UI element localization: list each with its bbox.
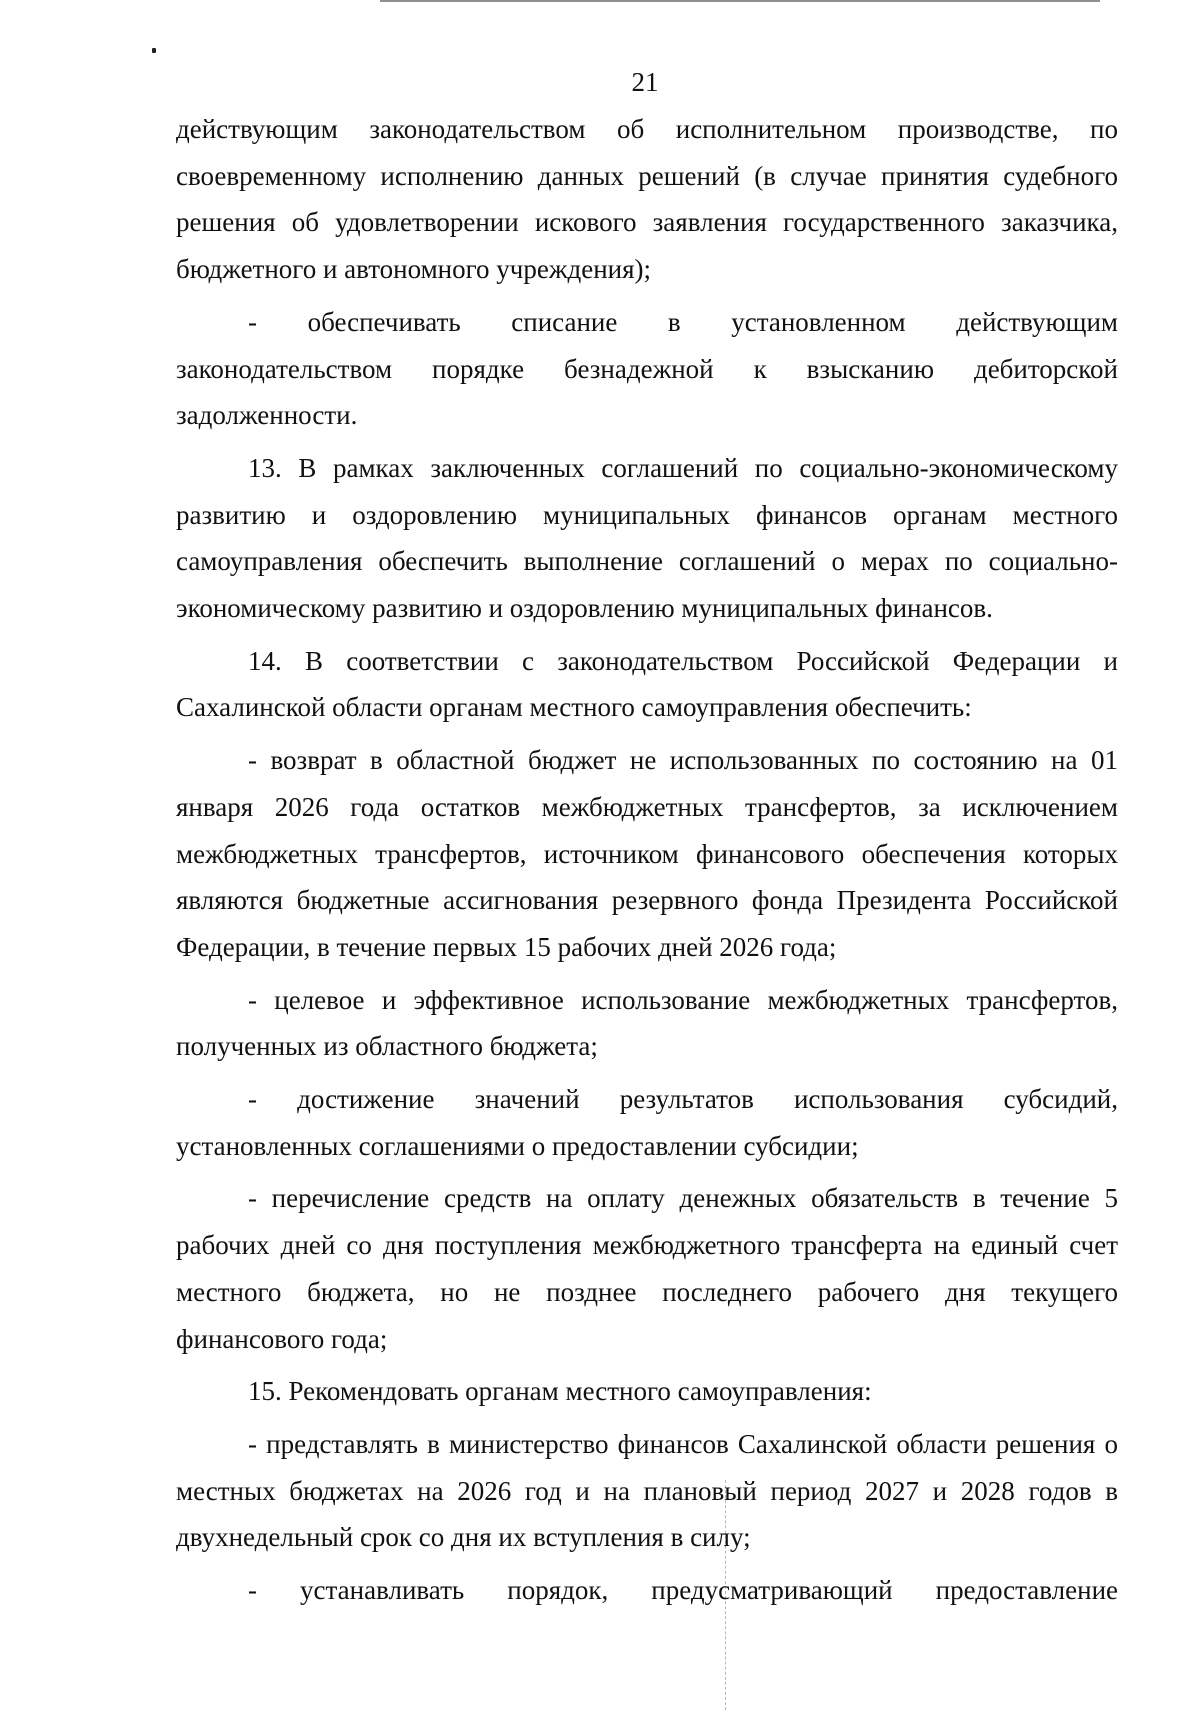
paragraph-13: 13. В рамках заключенных соглашений по социально-экономическому развитию и оздоровлению муниципальных финансов органам местного самоуправления обеспечить выполнение соглашений о мерах по социально-экономическому развитию и оздоровлению муниципальных финансов. bbox=[176, 452, 1118, 624]
scan-speck bbox=[152, 48, 156, 53]
paragraph-15: 15. Рекомендовать органам местного самоуправления: bbox=[248, 1376, 872, 1407]
paragraph-14-target-use: - целевое и эффективное использование межбюджетных трансфертов, полученных из областного бюджета; bbox=[176, 984, 1118, 1062]
paragraph-14-results: - достижение значений результатов использования субсидий, установленных соглашениями о предоставлении субсидии; bbox=[176, 1084, 1118, 1161]
paragraph-write-off: - обеспечивать списание в установленном действующим законодательством порядке безнадежной к взысканию дебиторской задолженности. bbox=[176, 306, 1118, 431]
paragraph-14-transfer: - перечисление средств на оплату денежных обязательств в течение 5 рабочих дней со дня поступления межбюджетного трансферта на единый счет местного бюджета, но не позднее последнего рабочего дня текущего финансового года; bbox=[176, 1183, 1118, 1354]
page-number: 21 bbox=[631, 67, 659, 97]
paragraph-15-procedure: - устанавливать порядок, предусматривающий предоставление bbox=[248, 1575, 1118, 1606]
document-body bbox=[176, 106, 1118, 1614]
paragraph-14-return: - возврат в областной бюджет не использованных по состоянию на 01 января 2026 года остатков межбюджетных трансфертов, за исключением межбюджетных трансфертов, источником финансового обеспечения которых являются бюджетные ассигнования резервного фонда Президента Российской Федерации, в течение первых 15 рабочих дней 2026 года; bbox=[176, 745, 1118, 962]
paragraph-15-submit: - представлять в министерство финансов Сахалинской области решения о местных бюджетах на 2026 год и на плановый период 2027 и 2028 годов в двухнедельный срок со дня их вступления в силу; bbox=[176, 1428, 1118, 1553]
scan-top-edge bbox=[380, 0, 1100, 2]
paragraph-continuation: действующим законодательством об исполнительном производстве, по своевременному исполнению данных решений (в случае принятия судебного решения об удовлетворении искового заявления государственного заказчика, бюджетного и автономного учреждения); bbox=[176, 114, 1118, 285]
paragraph-14: 14. В соответствии с законодательством Российской Федерации и Сахалинской области органам местного самоуправления обеспечить: bbox=[176, 645, 1118, 723]
